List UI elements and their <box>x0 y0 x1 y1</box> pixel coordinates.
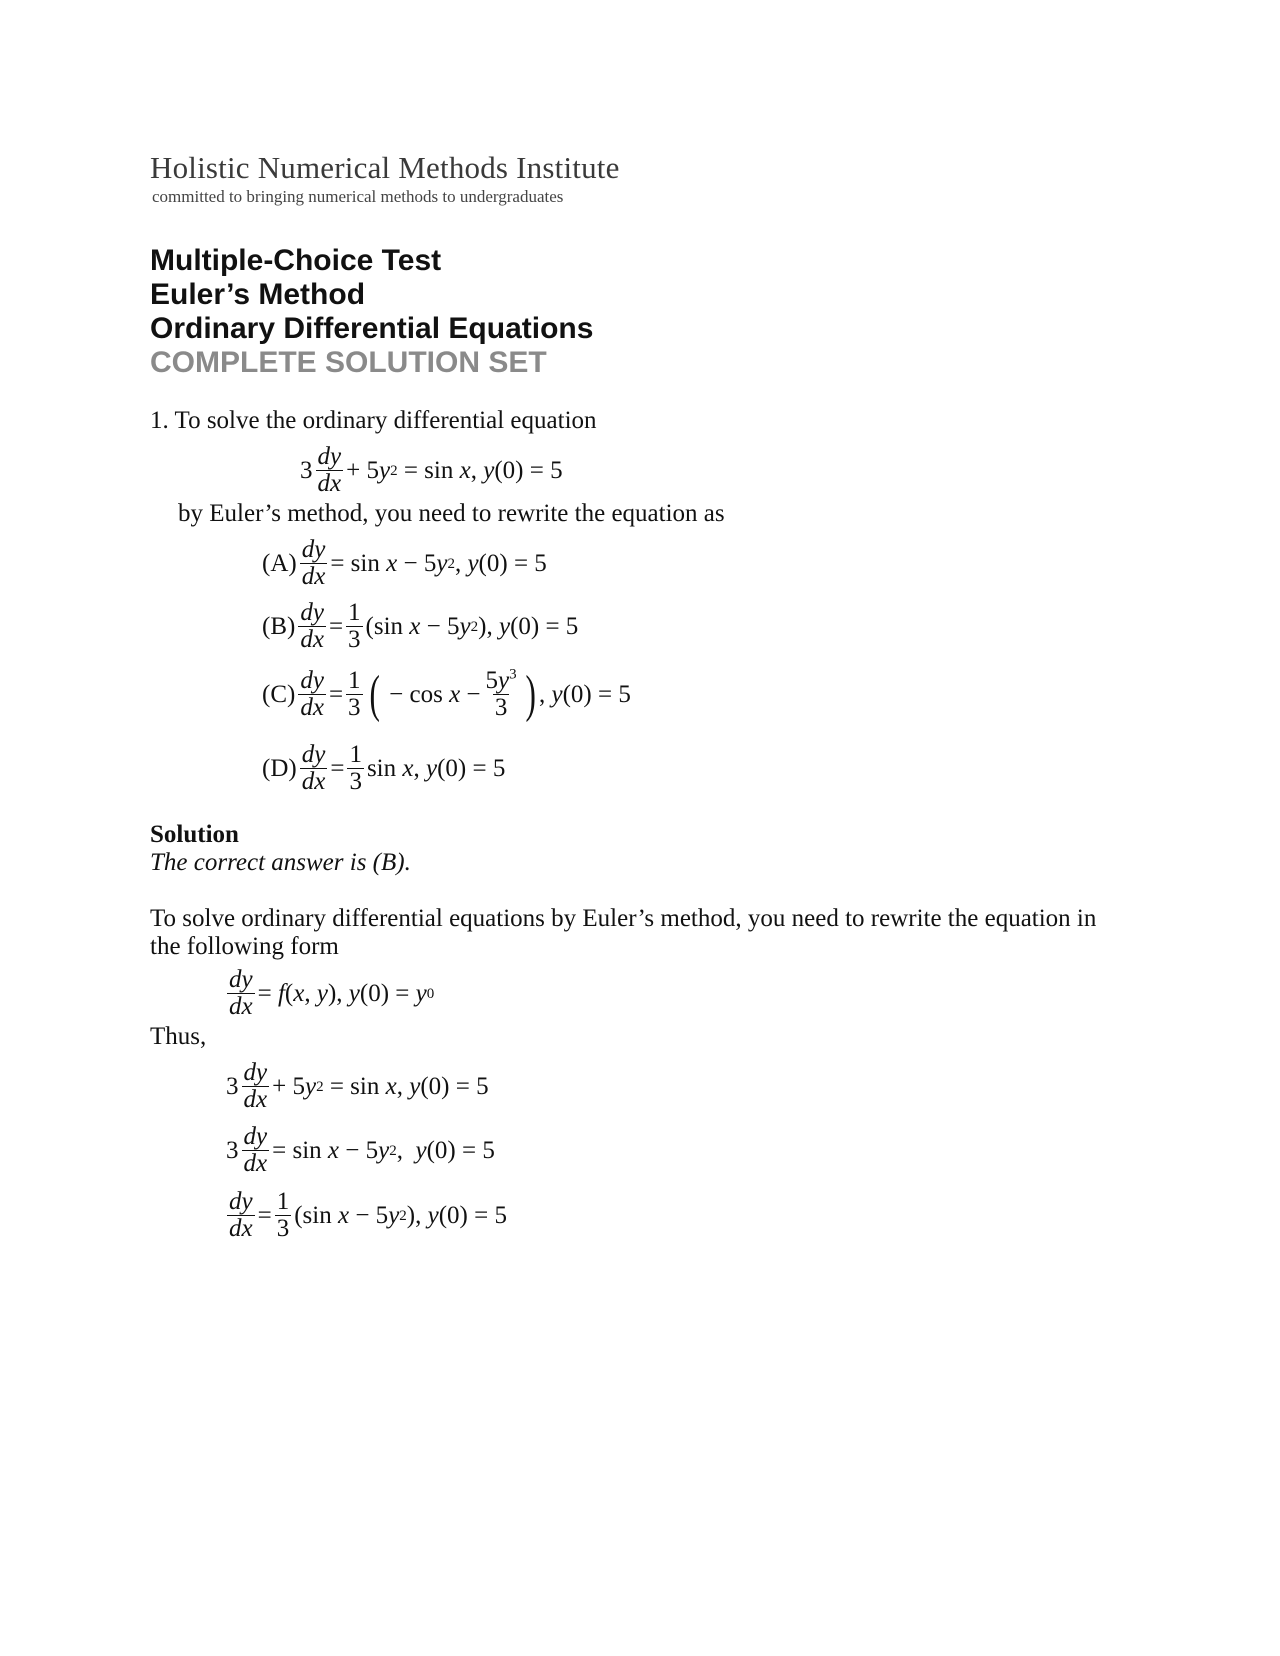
title-topic: Ordinary Differential Equations <box>150 312 594 345</box>
option-a: (A) $\frac{dy}{dx}$ = sin x − 5 y 2 , y (0) = 5 <box>262 536 547 590</box>
option-c-label: (C) <box>262 680 296 708</box>
option-d: (D) $\frac{dy}{dx}$ = $\frac{1}{3}$ sin x , y (0) = 5 <box>262 741 506 795</box>
institute-tagline: committed to bringing numerical methods to undergraduates <box>152 187 564 206</box>
option-b: (B) $\frac{dy}{dx}$ = $\frac{1}{3}$ (sin x − 5 y 2 ), y (0) = 5 <box>262 599 579 653</box>
option-a-label: (A) <box>262 549 297 577</box>
option-b-label: (B) <box>262 612 296 640</box>
solution-heading: Solution <box>150 821 239 848</box>
step-3-equation: $\frac{dy}{dx}$ = $\frac{1}{3}$ (sin x − 5 y 2 ), y (0) = 5 <box>229 1188 507 1242</box>
institute-name: Holistic Numerical Methods Institute <box>150 150 620 185</box>
step-1-equation: 3 $\frac{dy}{dx}$ + 5 y 2 = sin x , y (0) = 5 <box>226 1059 489 1113</box>
step-2-equation: 3 $\frac{dy}{dx}$ = sin x − 5 y 2 , y (0) = 5 <box>226 1123 495 1177</box>
question-equation: 3 $\frac{dy}{dx}$ + 5 y 2 = sin x , y (0) = 5 <box>300 443 563 497</box>
option-d-label: (D) <box>262 754 297 782</box>
option-c: (C) $\frac{dy}{dx}$ = $\frac{1}{3}$ ( − cos x − $\frac{5y^3}{3}$ ) , y (0) = 5 <box>262 665 631 723</box>
thus-label: Thus, <box>150 1023 207 1050</box>
solution-para-line1: To solve ordinary differential equations by Euler’s method, you need to rewrite the equation in <box>150 905 1097 932</box>
title-test: Multiple-Choice Test <box>150 244 442 277</box>
solution-answer: The correct answer is (B). <box>150 849 411 876</box>
title-method: Euler’s Method <box>150 278 366 311</box>
question-intro: 1. To solve the ordinary differential equation <box>150 407 597 434</box>
solution-para-line2: the following form <box>150 933 339 960</box>
title-solution-set: COMPLETE SOLUTION SET <box>150 346 547 379</box>
question-followup: by Euler’s method, you need to rewrite the equation as <box>178 500 725 527</box>
general-form-equation: $\frac{dy}{dx}$ = f ( x , y ), y (0) = y 0 <box>229 966 435 1020</box>
